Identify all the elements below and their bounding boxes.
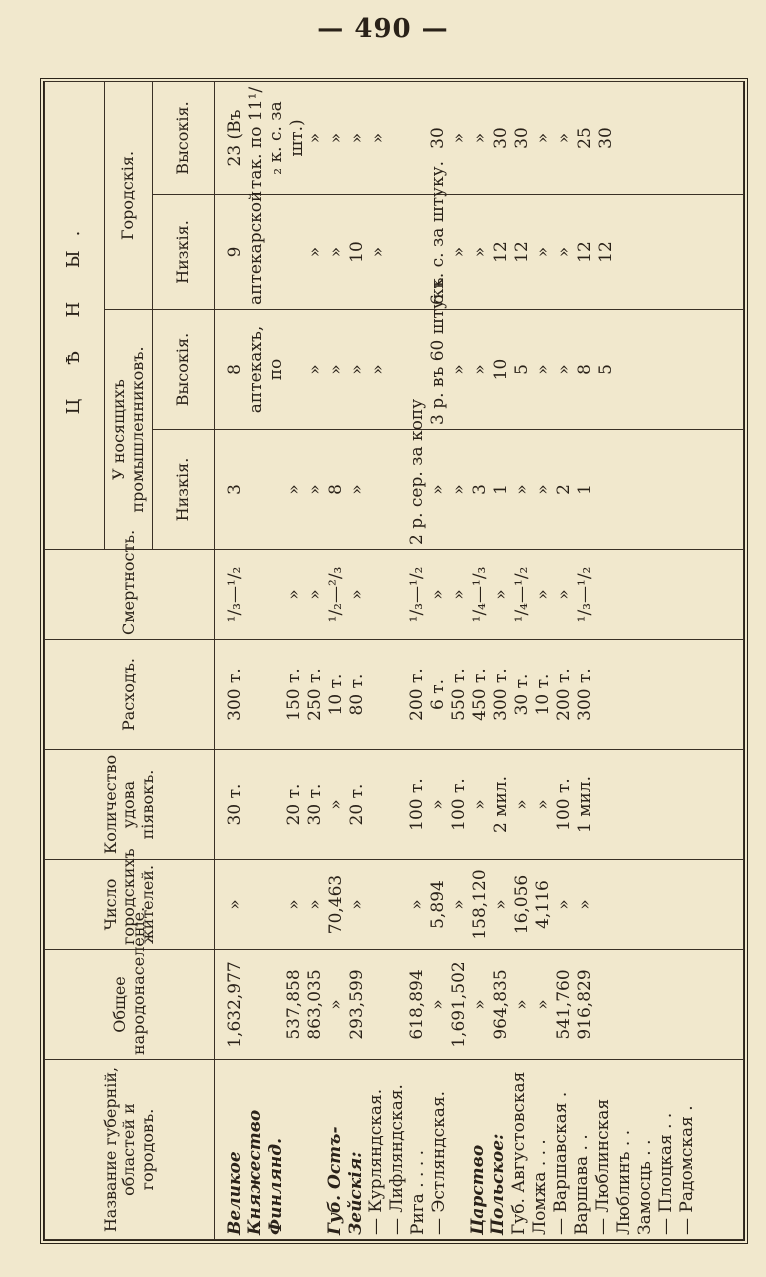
table-cell: 8 (326, 484, 347, 495)
section-gap (246, 644, 264, 745)
table-cell: » (347, 364, 368, 375)
table-cell: » (284, 589, 305, 600)
section-gap (246, 754, 264, 855)
col-city-low (215, 160, 744, 310)
table-cell (286, 1064, 307, 1235)
table-cell: » (347, 899, 368, 910)
table-cell: 100 т. (448, 778, 469, 831)
section-gap (368, 864, 386, 945)
table-cell: » (284, 899, 305, 910)
table-cell: » (225, 899, 245, 910)
section-gap (596, 754, 614, 855)
table-cell: » (469, 364, 490, 375)
header-peddlers-high: Высокія. (153, 310, 215, 430)
table-cell: 30 т. (511, 673, 532, 716)
section-gap (246, 434, 264, 545)
table-cell: 8 (225, 364, 245, 375)
section-gap (596, 864, 614, 945)
table-cell: 70,463 (326, 874, 347, 935)
table-cell: 5,894 (427, 880, 448, 929)
table-cell: Губ. Августовская (508, 1071, 529, 1235)
section-gap (389, 86, 407, 190)
section-gap (368, 754, 386, 855)
table-cell: » (574, 899, 595, 910)
col-urban (215, 860, 744, 950)
table-cell: 12 (511, 241, 532, 263)
rotated-table (44, 82, 744, 1240)
price-table (44, 81, 744, 1240)
table-cell: 200 т. (553, 668, 574, 721)
table-cell: » (511, 799, 532, 810)
table-cell: » (305, 484, 326, 495)
table-cell: » (305, 132, 326, 144)
table-cell: Варшава . . (571, 1134, 592, 1235)
section-gap (368, 954, 386, 1055)
col-peddlers-low (215, 398, 744, 550)
table-cell: » (347, 589, 368, 600)
table-cell: » (326, 132, 347, 144)
table-cell: 1 (574, 484, 595, 495)
table-cell: » (553, 132, 574, 144)
table-cell: — Радомская . (676, 1105, 697, 1235)
table-cell: 8 (574, 364, 595, 375)
header-leeches-qty: Количество удова піявокъ. (45, 750, 215, 860)
section-gap (246, 954, 264, 1055)
table-cell: » (532, 484, 553, 495)
table-cell: 6 т. (427, 678, 448, 711)
table-cell: 30 т. (225, 783, 245, 826)
header-city-high: Высокія. (153, 81, 215, 194)
table-cell: » (305, 899, 326, 910)
table-cell: » (553, 899, 574, 910)
table-cell: 158,120 (469, 869, 490, 940)
table-cell: » (326, 799, 347, 810)
table-cell: » (532, 132, 553, 144)
table-cell: ¹/₄—¹/₂ (511, 566, 532, 623)
table-cell: 200 т. (406, 668, 427, 721)
table-cell: » (368, 132, 389, 144)
table-cell: » (326, 246, 347, 258)
col-consumption (215, 640, 744, 750)
table-cell: » (427, 484, 448, 495)
table-cell: 2 мил. (490, 776, 511, 833)
table-cell: 12 (595, 241, 616, 263)
table-cell: » (553, 246, 574, 258)
table-cell: 541,760 (553, 969, 574, 1040)
table-cell: » (448, 132, 469, 144)
table-cell: 2 (553, 484, 574, 495)
header-peddlers: У носящихъ промышленниковъ. (105, 310, 153, 550)
section-gap (389, 314, 407, 425)
table-cell: » (553, 589, 574, 600)
table-cell: 80 т. (347, 673, 368, 716)
table-cell: ¹/₃—¹/₂ (574, 566, 595, 623)
header-population: Общее народонаселеніе. (45, 950, 215, 1060)
table-cell: 6 к. с. за штуку. (427, 160, 448, 305)
header-city-low: Низкія. (153, 195, 215, 310)
table-cell: 9 (225, 246, 245, 258)
table-cell: » (406, 899, 427, 910)
col-population (215, 950, 744, 1060)
table-cell: 5 (511, 364, 532, 375)
section-gap (596, 644, 614, 745)
table-cell: » (469, 999, 490, 1010)
table-cell: 300 т. (490, 668, 511, 721)
table-cell: » (511, 484, 532, 495)
table-cell: » (305, 589, 326, 600)
table-cell: » (511, 999, 532, 1010)
table-cell: 12 (574, 241, 595, 263)
table-cell: — Люблинская (592, 1098, 613, 1235)
table-cell: 30 (427, 127, 448, 149)
header-name: Название губерній, областей и городовъ. (45, 1060, 215, 1240)
table-cell: 450 т. (469, 668, 490, 721)
col-peddlers-high (215, 277, 744, 430)
section-gap (368, 554, 386, 635)
table-cell: 10 (490, 358, 511, 381)
table-cell: 23 (Въ (225, 109, 245, 167)
table-cell: 3 (225, 484, 245, 495)
table-cell: » (347, 484, 368, 495)
table-cell: 30 (511, 127, 532, 149)
table-cell: 16,056 (511, 874, 532, 935)
table-cell: 916,829 (574, 969, 595, 1040)
table-cell: » (469, 246, 490, 258)
table-cell: » (448, 589, 469, 600)
table-cell: » (469, 799, 490, 810)
table-cell: ¹/₃—¹/₂ (406, 566, 427, 623)
table-cell: ¹/₃—¹/₂ (225, 566, 245, 623)
section-gap (596, 434, 614, 545)
table-cell: — Эстляндская. (428, 1090, 449, 1235)
header-urban: Число городскихъ жителей. (45, 860, 215, 950)
table-cell: 293,599 (347, 969, 368, 1040)
header-mortality: Смертность. (45, 550, 215, 640)
table-cell: ¹/₂—²/₃ (326, 566, 347, 623)
section-gap (368, 434, 386, 545)
table-cell: Люблинъ . . (613, 1129, 634, 1235)
section-title: Царство Польское: (467, 1133, 509, 1235)
table-cell: » (305, 364, 326, 375)
table-cell: » (490, 589, 511, 600)
table-cell: » (368, 246, 389, 258)
table-cell: » (553, 364, 574, 375)
table-cell: — Варшавская . (550, 1091, 571, 1235)
table-cell: » (448, 246, 469, 258)
table-cell: 863,035 (305, 969, 326, 1040)
table-cell: 3 р. въ 60 штукъ (427, 277, 448, 425)
table-cell: » (532, 589, 553, 600)
table-cell: » (326, 364, 347, 375)
section-gap (450, 1064, 468, 1235)
section-gap (368, 644, 386, 745)
table-cell: 618,894 (406, 969, 427, 1040)
table-cell: » (427, 799, 448, 810)
table-cell: — Лифляндская. (386, 1084, 407, 1235)
table-cell: 100 т. (406, 778, 427, 831)
table-cell: 150 т. (284, 668, 305, 721)
table-cell: 964,835 (490, 969, 511, 1040)
table-cell: 100 т. (553, 778, 574, 831)
section-gap (617, 314, 635, 425)
table-cell: » (532, 364, 553, 375)
table-cell: » (326, 999, 347, 1010)
header-city: Городскія. (105, 81, 153, 309)
table-cell: 10 т. (532, 673, 553, 716)
table-cell: » (427, 999, 448, 1010)
table-cell: 5 (595, 364, 616, 375)
table-cell: ¹/₄—¹/₃ (469, 566, 490, 623)
table-cell: 3 (469, 484, 490, 495)
table-cell: » (532, 246, 553, 258)
section-gap (267, 199, 285, 305)
table-cell: » (532, 999, 553, 1010)
table-cell: » (368, 364, 389, 375)
section-gap (389, 199, 407, 305)
table-cell: 25 (574, 127, 595, 149)
table-cell: — Плоцкая . . (655, 1112, 676, 1235)
section-gap (617, 86, 635, 190)
section-title: Губ. Остъ-Зейскія: (325, 1126, 366, 1235)
table-cell: Рига . . . . (407, 1149, 428, 1235)
table-cell: » (284, 484, 305, 495)
header-consumption: Расходъ. (45, 640, 215, 750)
table-cell: » (532, 799, 553, 810)
table-note: так. по 11¹/₂ к. с. за шт.) (246, 86, 307, 190)
table-cell: » (448, 364, 469, 375)
table-cell: » (490, 899, 511, 910)
section-gap (596, 954, 614, 1055)
col-mortality (215, 550, 744, 640)
table-cell: 12 (490, 241, 511, 263)
table-cell: 2 р. сер. за копу (406, 398, 427, 545)
table-cell: 250 т. (305, 668, 326, 721)
section-gap (246, 864, 264, 945)
table-cell: » (448, 899, 469, 910)
table-cell: » (305, 246, 326, 258)
table-cell: 10 т. (326, 673, 347, 716)
section-gap (698, 1064, 716, 1235)
table-cell: 1 (490, 484, 511, 495)
table-cell: » (469, 132, 490, 144)
header-peddlers-low: Низкія. (153, 430, 215, 550)
col-city-high (215, 81, 744, 194)
table-cell: 1 мил. (574, 776, 595, 833)
table-note: аптекарской (246, 190, 266, 305)
table-cell: Ломжа . . . (529, 1139, 550, 1235)
header-prices: Ц Ѣ Н Ы. (45, 81, 105, 549)
col-name (215, 1060, 744, 1240)
section-gap (246, 554, 264, 635)
section-gap (307, 1064, 325, 1235)
table-cell: » (427, 589, 448, 600)
table-cell: 537,858 (284, 969, 305, 1040)
section-gap (596, 554, 614, 635)
table-cell: 30 (595, 127, 616, 149)
table-cell: 300 т. (574, 668, 595, 721)
table-cell: 4,116 (532, 880, 553, 929)
table-cell: 550 т. (448, 668, 469, 721)
section-title: Великое Княжество Финлянд. (225, 1109, 286, 1235)
table-cell: 20 т. (347, 783, 368, 826)
section-gap (617, 199, 635, 305)
page-number: — 490 — (317, 14, 449, 44)
table-cell: 10 (347, 241, 368, 263)
table-cell: 1,632,977 (225, 961, 245, 1048)
col-leeches-qty (215, 750, 744, 860)
table-cell: 20 т. (284, 783, 305, 826)
table-cell: 30 (490, 127, 511, 149)
table-note: аптекахъ, по (246, 325, 287, 414)
table-cell: 30 т. (305, 783, 326, 826)
table-body (215, 81, 744, 1239)
table-cell: 300 т. (225, 668, 245, 721)
table-cell: 1,691,502 (448, 961, 469, 1048)
table-cell: Замосць . . (634, 1139, 655, 1235)
table-cell: » (347, 132, 368, 144)
table-cell: — Курляндская. (365, 1088, 386, 1235)
table-cell: » (448, 484, 469, 495)
